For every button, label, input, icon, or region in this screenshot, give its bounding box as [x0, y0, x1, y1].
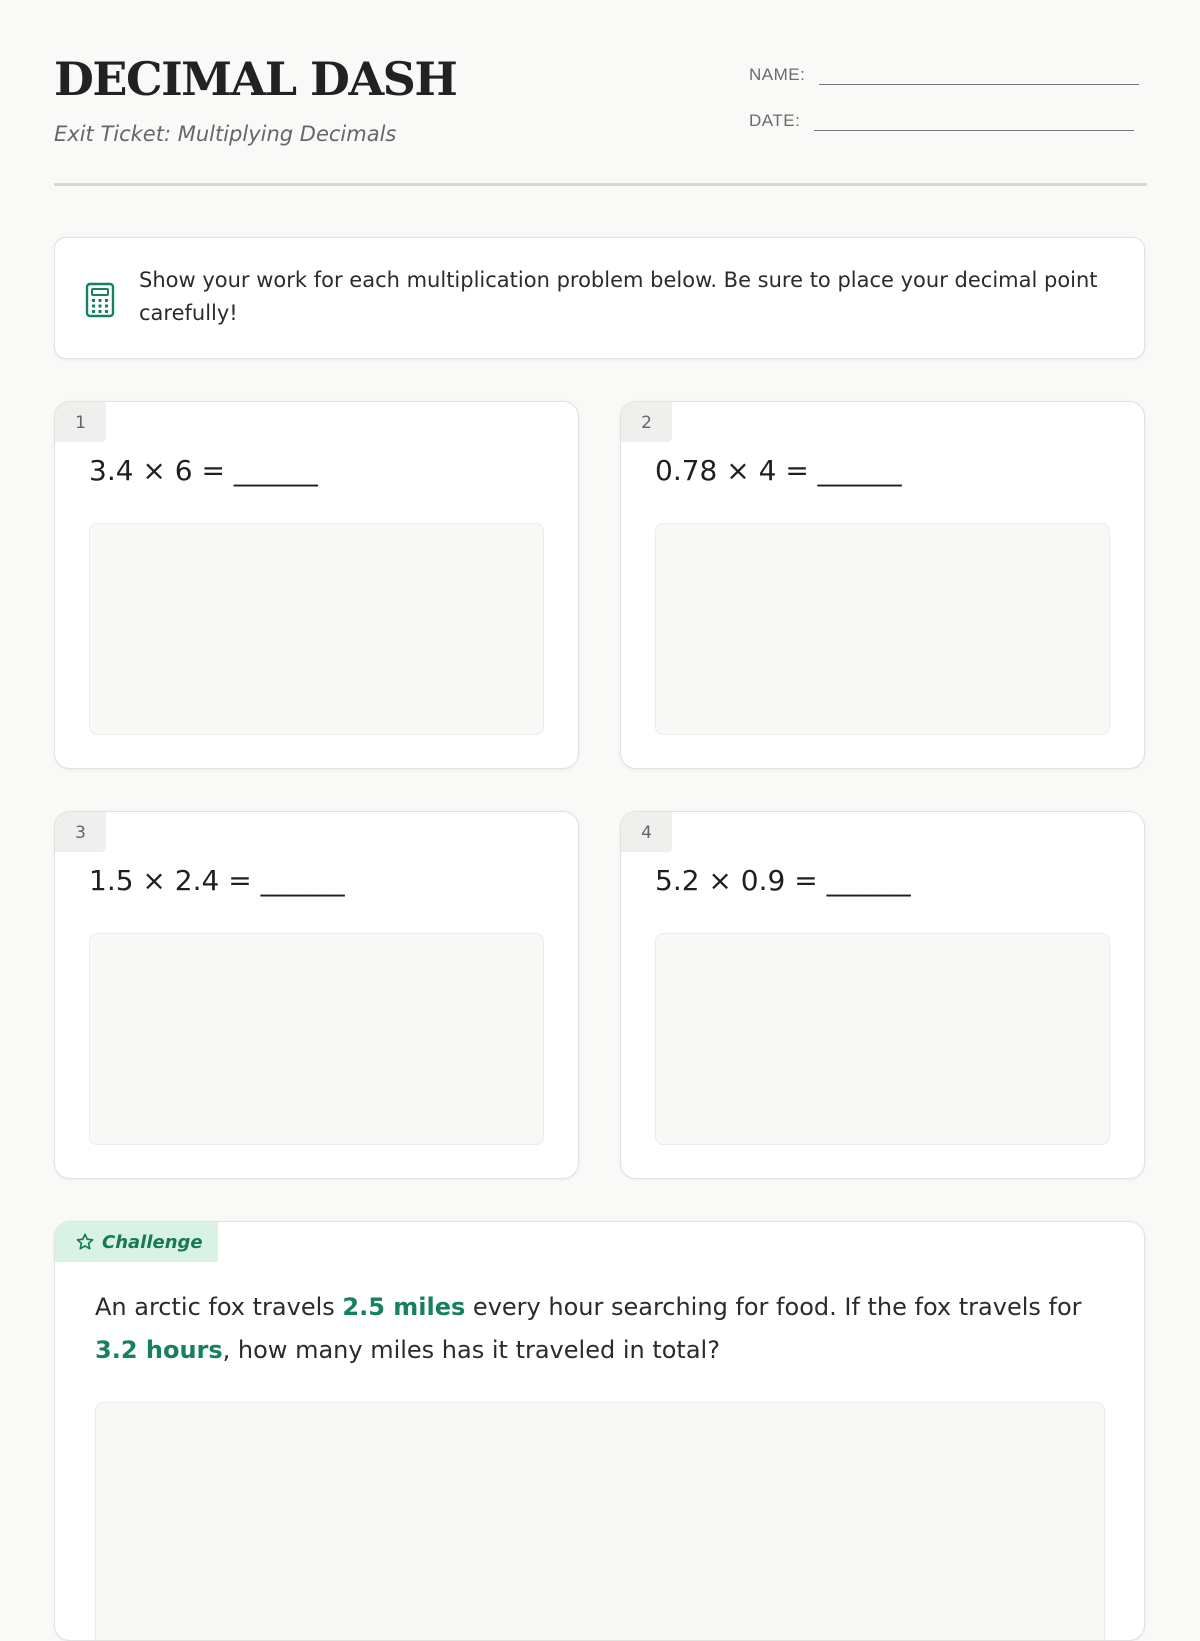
problem-equation: 3.4 × 6 = ______	[89, 454, 318, 487]
highlight-distance: 2.5 miles	[342, 1293, 466, 1321]
challenge-question	[95, 1286, 1105, 1372]
problem-card-2	[620, 401, 1145, 769]
challenge-text-part: An arctic fox travels	[95, 1293, 343, 1321]
work-area[interactable]	[655, 523, 1110, 735]
problem-card-1	[54, 401, 579, 769]
problem-number: 2	[621, 402, 672, 442]
challenge-badge	[55, 1222, 218, 1262]
page-subtitle: Exit Ticket: Multiplying Decimals	[54, 122, 397, 146]
name-label: NAME:	[749, 65, 806, 84]
problem-card-4	[620, 811, 1145, 1179]
instructions-text: Show your work for each multiplication problem below. Be sure to place your decimal point carefully!	[139, 268, 1098, 325]
name-line[interactable]	[819, 58, 1139, 85]
page-title: DECIMAL DASH	[54, 52, 457, 106]
problem-number: 1	[55, 402, 106, 442]
problem-card-3	[54, 811, 579, 1179]
name-field-row	[749, 58, 1139, 85]
star-icon	[75, 1232, 95, 1252]
worksheet-header	[54, 0, 1147, 186]
work-area[interactable]	[89, 523, 544, 735]
challenge-text-part: , how many miles has it traveled in total?	[222, 1336, 720, 1364]
problem-number: 3	[55, 812, 106, 852]
instructions-box	[54, 237, 1145, 359]
challenge-label: Challenge	[102, 1231, 203, 1253]
worksheet-page	[54, 0, 1147, 1364]
date-line[interactable]	[814, 104, 1134, 131]
challenge-text-part: every hour searching for food. If the fox travels for	[465, 1293, 1082, 1321]
work-area[interactable]	[89, 933, 544, 1145]
date-label: DATE:	[749, 111, 801, 130]
challenge-card	[54, 1221, 1145, 1641]
problem-equation: 1.5 × 2.4 = ______	[89, 864, 345, 897]
work-area[interactable]	[655, 933, 1110, 1145]
calculator-icon	[85, 282, 115, 318]
problem-equation: 0.78 × 4 = ______	[655, 454, 902, 487]
challenge-work-area[interactable]	[95, 1402, 1105, 1641]
problem-number: 4	[621, 812, 672, 852]
date-field-row	[749, 104, 1134, 131]
highlight-time: 3.2 hours	[95, 1336, 223, 1364]
problem-equation: 5.2 × 0.9 = ______	[655, 864, 911, 897]
